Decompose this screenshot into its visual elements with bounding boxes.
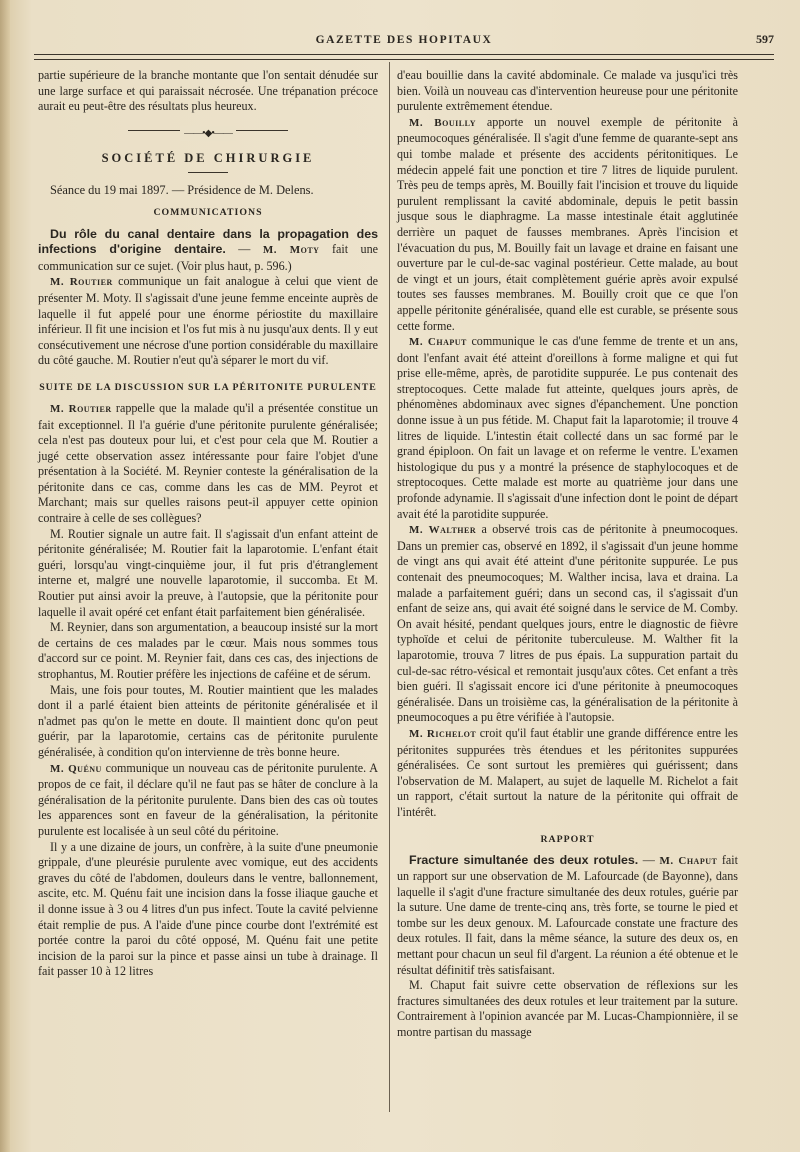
page-header	[34, 30, 774, 52]
speaker-quenu: M. Quénu	[50, 762, 102, 775]
reynier-paragraph: M. Reynier, dans son argumentation, a beaucoup insisté sur la mort de certains de ces malades par le cœur. Mais nous sommes tous d'accord sur ce point. M. Reynier fait, dans ces cas, des injections de strophantus, M. Routier préfère les injections de caféine et de sérum.	[38, 620, 378, 681]
quenu-paragraph	[38, 761, 378, 840]
ornament-mark: ——•◆•——	[180, 126, 236, 142]
speaker-chaput: M. Chaput	[409, 336, 467, 349]
richelot-text: croit qu'il faut établir une grande différence entre les péritonites suppurées très étendues et les péritonites suppurées généralisées. Ce sont surtout les premières qui guérissent; dans l'observation de M. Malapert, au sujet de laquelle M. Richelot a fait un rapport, c'était surtout la nature de la péritonite qui offrait de l'intérêt.	[397, 725, 738, 819]
speaker-richelot: M. Richelot	[409, 727, 477, 740]
intro-paragraph: partie supérieure de la branche montante que l'on sentait dénudée sur une large surface et qui paraissait nécrosée. Une trépanation précoce aurait eu peut-être des résultats plus heureux.	[38, 68, 378, 114]
short-rule	[188, 172, 228, 173]
quenu-text: communique un nouveau cas de péritonite purulente. A propos de ce fait, il déclare qu'il ne faut pas se hâter de conclure à la généralisation de la péritonite purulente. Dans bien des cas où toutes les apparences sont en faveur de la généralisation, la péritonite purulente est localisée à un seul côté du péritoine.	[38, 760, 379, 838]
chaput1-paragraph	[397, 334, 738, 522]
rapport-heading: RAPPORT	[540, 833, 595, 845]
column-separator	[389, 62, 390, 1112]
seance-line: Séance du 19 mai 1897. — Présidence de M. Delens.	[50, 183, 314, 198]
discussion-heading: SUITE DE LA DISCUSSION SUR LA PÉRITONITE PURULENTE	[39, 381, 377, 393]
routier2-paragraph	[38, 401, 378, 527]
section-title: SOCIÉTÉ DE CHIRURGIE	[101, 150, 315, 165]
bouilly-paragraph	[397, 115, 738, 334]
canal-title: Du rôle du canal dentaire dans la propagation des infections d'origine dentaire.	[38, 226, 378, 257]
left-column	[38, 68, 378, 980]
routier1-paragraph	[38, 274, 378, 369]
fracture-text: fait un rapport sur une observation de M. Lafourcade (de Bayonne), dans laquelle il s'agit d'une fracture simultanée des deux rotules, guérie par la suture. Une dame de trente-cinq ans, très forte, se tourne le pied et tombe sur les deux genoux. M. Lafourcade constate une fracture des deux rotules. Il fait, dans la même séance, la suture des deux os, en mettant pour chacun un seul fil d'argent. La réunion a été obtenue et le résultat définitif très satisfaisant.	[397, 852, 739, 977]
routier3-paragraph: M. Routier signale un autre fait. Il s'agissait d'un enfant atteint de péritonite généralisée; M. Routier fait la laparotomie. L'enfant était guéri, lorsqu'au vingt-cinquième jour, il fut pris d'étranglement interne et, malgré une nouvelle laparotomie, il succomba. Et M. Routier put ainsi avoir la preuve, à l'autopsie, que la péritonite pour laquelle il avait opéré cet enfant était parfaitement bien généralisée.	[38, 526, 378, 619]
last-paragraph: M. Chaput fait suivre cette observation de réflexions sur les fractures simultanées des deux rotules et leur traitement par la suture. Contrairement à l'opinion avancée par M. Lucas-Championnière, il se montre partisan du massage	[397, 978, 738, 1040]
right-column	[397, 68, 738, 1041]
dizaine-paragraph: Il y a une dizaine de jours, un confrère, à la suite d'une pneumonie grippale, d'une pleurésie purulente avec vomique, eut des accidents graves du côté de l'abdomen, douleurs dans le ventre, ballonnement, ascite, etc. M. Quénu fait une incision dans la fosse iliaque gauche et il donne issue à 3 ou 4 litres d'un pus infect. Toute la cavité pelvienne était remplie de pus. A l'aide d'une pince courbe dont l'extrémité est portée contre la paroi du côté opposé, M. Quénu fait une petite incision de la paroi sur la pince et passe ainsi un tube à drainage. Il fait passer 10 à 12 litres	[38, 839, 378, 979]
speaker-routier: M. Routier	[50, 276, 113, 289]
header-rule	[34, 54, 774, 60]
binding-edge	[0, 0, 10, 1152]
speaker-routier-2: M. Routier	[50, 402, 112, 415]
fracture-paragraph: Fracture simultanée des deux rotules. — M. Chaput fait un rapport sur une observation de M. Lafourcade (de Bayonne), dans laquelle il s'agit d'une fracture simultanée des deux rotules, guérie par la suture. Une dame de trente-cinq ans, très forte, se tourne le pied et tombe sur les deux genoux. M. Lafourcade constate une fracture des deux rotules. Il fait, dans la même séance, la suture des deux os, en mettant pour chacun un seul fil d'argent. La réunion a été obtenue et le résultat définitif très satisfaisant.	[397, 852, 739, 977]
walther-text: a observé trois cas de péritonite à pneumocoques. Dans un premier cas, observé en 1892, il s'agissait d'un jeune homme de vingt ans qui avait été atteint d'une péritonite suppurée. Le pus contenait des pneumocoques; M. Walther incisa, lava et draina. La malade a parfaitement guéri; dans un second cas, il s'agissait d'un enfant de seize ans, qui avait été soigné dans le service de M. Comby. On avait hésité, pendant quelques jours, entre le diagnostic de fièvre typhoïde et celui de péritonite tuberculeuse. M. Walther fit la laparotomie, trouva 7 litres de pus épais. La suppuration partait du cul-de-sac rétro-vésical et remontait jusqu'aux côtes. Cet enfant a très bien guéri. Il s'agissait encore ici d'une péritonite à pneumocoques généralisée. Dans un troisième cas, la généralisation de la péritonite à pneumocoques a pu être vérifiée à l'autopsie.	[397, 522, 738, 725]
journal-title: GAZETTE DES HOPITAUX	[315, 34, 493, 46]
canal-paragraph: Du rôle du canal dentaire dans la propagation des infections d'origine dentaire. — M. Moty fait une communication sur ce sujet. (Voir plus haut, p. 596.)	[38, 226, 379, 273]
fracture-title: Fracture simultanée des deux rotules.	[409, 852, 639, 867]
chaput1-text: communique le cas d'une femme de trente et un ans, dont l'enfant avait été atteint d'oreillons à forme maligne et qui fut prise elle-même, après, de parotidite suppurée. Le pus contenait des streptocoques. Cette malade fut atteinte, quelques jours après, de phénomènes abdominaux avec signes d'épanchement. Une ponction donne issue à un pus fétide. M. Chaput fait la laparotomie; il trouve 4 litres de liquide. L'intestin était collecté dans un sac formé par le grand épiploon. On fait un lavage et on referme le ventre. L'examen histologique du pus y a montré la présence de staphylocoques et de streptocoques. Cette malade est morte au quatrième jour dans une profonde adynamie. Il s'agissait d'une infection dont le point de départ avait été la parotidite suppurée.	[397, 334, 738, 521]
mais-paragraph: Mais, une fois pour toutes, M. Routier maintient que les malades dont il a parlé étaient bien atteints de péritonite généralisée et il n'admet pas qu'on le mette en doute. Il maintient donc qu'on peut guérir, par la laparotomie, certains cas de péritonite purulente généralisée, à condition qu'on intervienne de très bonne heure.	[38, 682, 378, 759]
bouilly-text: apporte un nouvel exemple de péritonite à pneumocoques généralisée. Il s'agit d'une femme de quarante-sept ans qui tombe malade et présente des accidents péritonitiques. Le médecin appelé fait une ponction et tire 7 litres de liquide purulent. Très peu de temps après, M. Bouilly fait l'incision et trouve du liquide purulent remplissant la cavité abdominale, depuis le petit bassin jusque sous le diaphragme. La masse intestinale était agglutinée derrière un paquet de fausses membranes. Après l'incision et l'évacuation du pus, M. Bouilly fait un lavage et draine en faisant une ouverture par le cul-de-sac vaginal postérieur. Cette malade, au bout de vingt et un jours, était complètement guérie après avoir expulsé toutes ses fausses membranes. M. Bouilly croit que ce que l'on appelle péritonite généralisée, quand elle est curable, se présente sous cette forme.	[397, 114, 738, 333]
communications-heading: COMMUNICATIONS	[153, 206, 263, 218]
speaker-moty: M. Moty	[262, 244, 320, 257]
routier1-text: communique un fait analogue à celui que vient de présenter M. Moty. Il s'agissait d'une jeune femme enceinte auprès de laquelle il fut appelé pour une énorme périostite du maxillaire inférieur. Il fit une incision et l'os fut mis à nu jusqu'aux dents. Il y eut consécutivement une nécrose d'une portion considérable du maxillaire du côté gauche. M. Routier n'eut qu'à séparer le mort du vif.	[38, 274, 378, 368]
routier2-text: rappelle que la malade qu'il a présentée constitue un fait exceptionnel. Il l'a guérie d'une péritonite purulente généralisée; cela n'est pas douteux pour lui, et c'est pour cela que M. Routier a jugé cette observation assez intéressante pour faire l'objet d'une présentation à la Société. M. Reynier conteste la généralisation de la péritonite dans ce cas, comme dans les cas de MM. Peyrot et Marchant; mais sur quelles raisons peut-il appuyer cette opinion contraire à celle de ses collègues?	[38, 400, 379, 526]
speaker-chaput-2: M. Chaput	[659, 854, 718, 867]
canal-text: fait une communication sur ce sujet. (Voir plus haut, p. 596.)	[38, 242, 379, 273]
section-ornament	[38, 125, 378, 137]
speaker-walther: M. Walther	[409, 524, 477, 537]
richelot-paragraph	[397, 726, 738, 821]
speaker-bouilly: M. Bouilly	[409, 116, 476, 129]
walther-paragraph	[397, 522, 738, 726]
page-number: 597	[756, 32, 774, 46]
continuation-paragraph: d'eau bouillie dans la cavité abdominale. Ce malade va jusqu'ici très bien. Voilà un nouveau cas d'intervention heureuse pour une péritonite purulente extrêmement étendue.	[397, 68, 738, 114]
